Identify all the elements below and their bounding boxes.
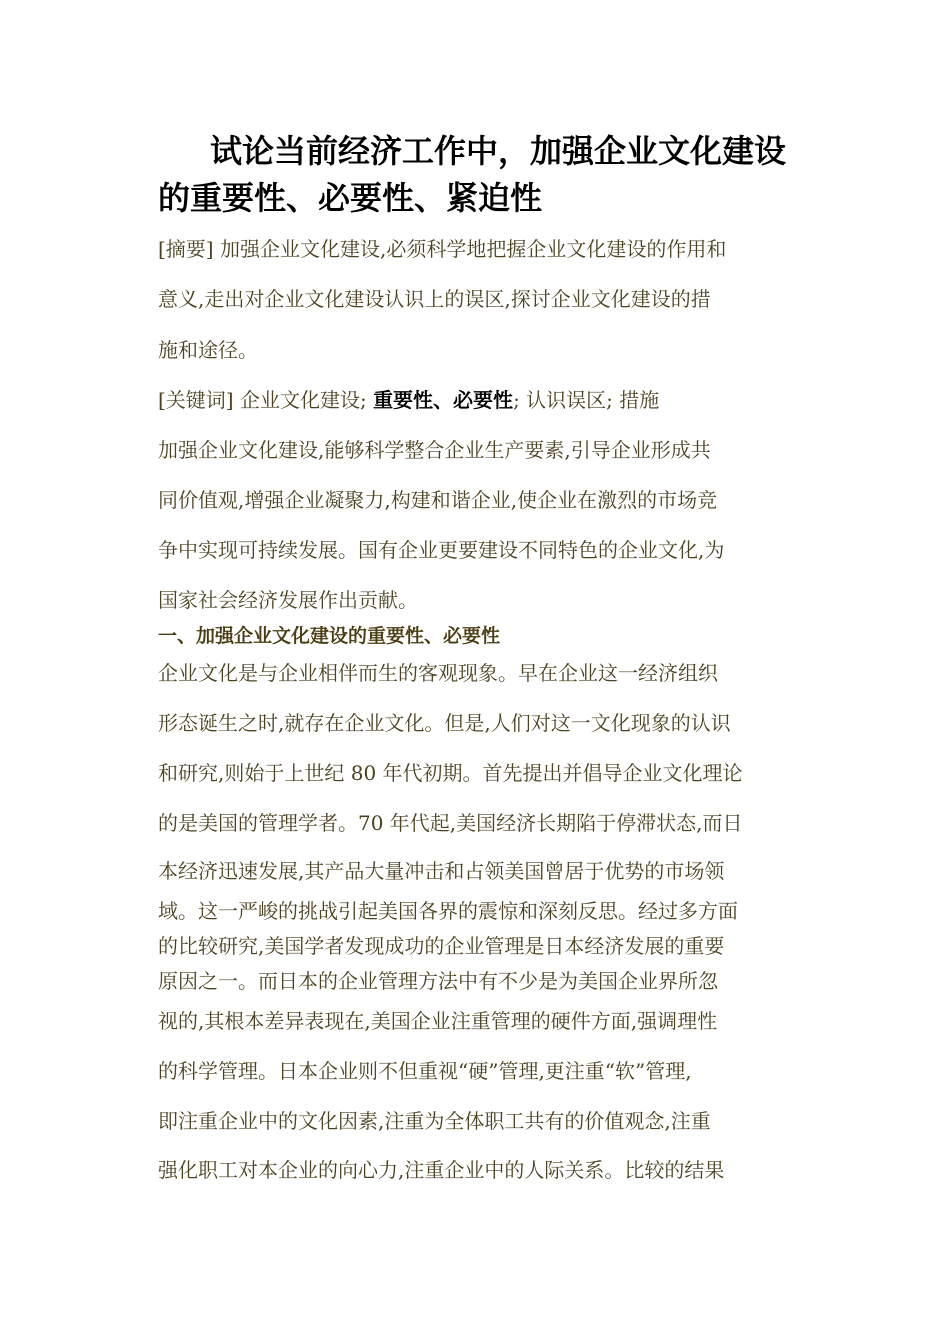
body-line: 强化职工对本企业的向心力,注重企业中的人际关系。比较的结果 (158, 1158, 725, 1182)
keywords-line (158, 387, 659, 413)
body-line: 视的,其根本差异表现在,美国企业注重管理的硬件方面,强调理性 (158, 1009, 718, 1033)
abstract-line: 施和途径。 (158, 338, 258, 362)
intro-line: 争中实现可持续发展。国有企业更要建设不同特色的企业文化,为 (158, 538, 725, 562)
body-line: 的比较研究,美国学者发现成功的企业管理是日本经济发展的重要 (158, 934, 725, 958)
body-line: 域。这一严峻的挑战引起美国各界的震惊和深刻反思。经过多方面 (158, 899, 738, 923)
body-line: 即注重企业中的文化因素,注重为全体职工共有的价值观念,注重 (158, 1109, 711, 1133)
body-line: 原因之一。而日本的企业管理方法中有不少是为美国企业界所忽 (158, 969, 718, 993)
keyword-item-bold: 重要性、必要性 (373, 388, 514, 412)
intro-line: 国家社会经济发展作出贡献。 (158, 588, 418, 612)
section-heading: 一、加强企业文化建设的重要性、必要性 (158, 625, 501, 647)
body-line: 企业文化是与企业相伴而生的客观现象。早在企业这一经济组织 (158, 661, 718, 685)
intro-line: 加强企业文化建设,能够科学整合企业生产要素,引导企业形成共 (158, 438, 711, 462)
document-title: 试论当前经济工作中，加强企业文化建设的重要性、必要性、紧迫性 (158, 132, 787, 217)
abstract-line: [摘要] 加强企业文化建设,必须科学地把握企业文化建设的作用和 (158, 237, 727, 261)
keyword-item: ; 认识误区; 措施 (513, 388, 660, 412)
body-line: 的是美国的管理学者。70 年代起,美国经济长期陷于停滞状态,而日 (158, 811, 743, 835)
keyword-item: 企业文化建设; (233, 388, 374, 412)
body-line: 形态诞生之时,就存在企业文化。但是,人们对这一文化现象的认识 (158, 711, 731, 735)
keywords-label: [关键词] (158, 388, 234, 412)
body-line: 本经济迅速发展,其产品大量冲击和占领美国曾居于优势的市场领 (158, 859, 725, 883)
body-line: 和研究,则始于上世纪 80 年代初期。首先提出并倡导企业文化理论 (158, 761, 743, 785)
intro-line: 同价值观,增强企业凝聚力,构建和谐企业,使企业在激烈的市场竞 (158, 488, 718, 512)
abstract-line: 意义,走出对企业文化建设认识上的误区,探讨企业文化建设的措 (158, 287, 711, 311)
body-line: 的科学管理。日本企业则不但重视“硬”管理,更注重“软”管理, (158, 1059, 692, 1083)
